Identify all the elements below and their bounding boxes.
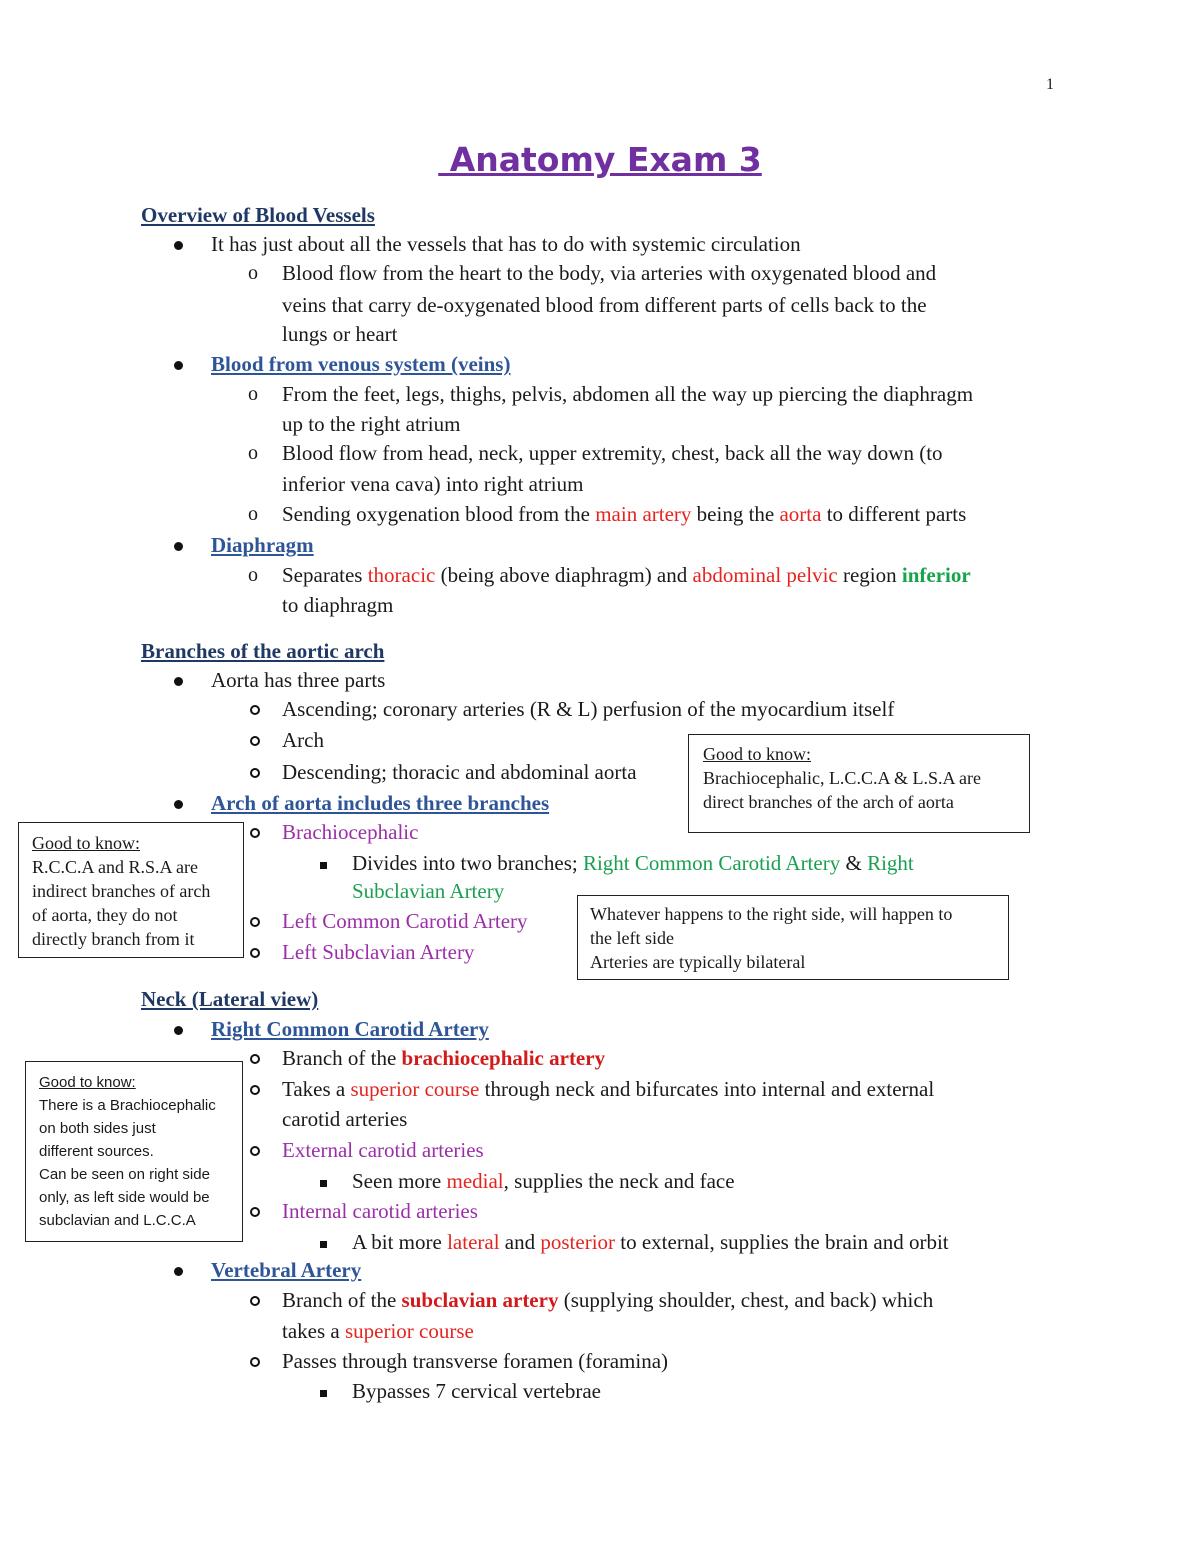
sub-bullet-text: Ascending; coronary arteries (R & L) perfusion of the myocardium itself (282, 697, 895, 721)
square-bullet-icon (320, 1166, 327, 1196)
callout-line: different sources. (39, 1143, 154, 1160)
callout-line: directly branch from it (32, 929, 195, 949)
subheading-venous-system: Blood from venous system (veins) (211, 352, 511, 376)
square-bullet-icon (320, 1376, 327, 1406)
sub-bullet-text: lungs or heart (282, 322, 398, 346)
section-heading-aortic-arch: Branches of the aortic arch (141, 639, 385, 663)
bullet-text: It has just about all the vessels that has to do with systemic circulation (211, 232, 801, 256)
bullet-icon (174, 530, 183, 560)
circle-bullet-icon: o (248, 383, 258, 405)
sub-bullet-text: From the feet, legs, thighs, pelvis, abdomen all the way up piercing the diaphragm (282, 382, 974, 406)
section-heading-neck: Neck (Lateral view) (141, 987, 319, 1011)
sub-bullet-text: Blood flow from head, neck, upper extremity, chest, back all the way down (to (282, 441, 943, 465)
callout-line: Whatever happens to the right side, will happen to (590, 904, 953, 924)
circle-bullet-icon: o (248, 442, 258, 464)
callout-line: of aorta, they do not (32, 905, 178, 925)
callout-line: indirect branches of arch (32, 881, 211, 901)
sub-sub-bullet-text: Bypasses 7 cervical vertebrae (352, 1379, 601, 1403)
sub-bullet-text: Sending oxygenation blood from the main artery being the aorta to different parts (282, 502, 967, 526)
sub-bullet-text: Passes through transverse foramen (foramina) (282, 1349, 669, 1373)
callout-line: Brachiocephalic, L.C.C.A & L.S.A are (703, 768, 981, 788)
bullet-icon (174, 788, 183, 818)
callout-line: direct branches of the arch of aorta (703, 792, 954, 812)
ring-bullet-icon (250, 1196, 260, 1226)
callout-title: Good to know: (703, 744, 811, 764)
bullet-icon (174, 1255, 183, 1285)
ring-bullet-icon (250, 757, 260, 787)
sub-bullet-text: Left Common Carotid Artery (282, 909, 528, 933)
circle-bullet-icon: o (248, 564, 258, 586)
callout-good-to-know-direct-branches (688, 734, 1030, 833)
circle-bullet-icon: o (248, 503, 258, 525)
circle-bullet-icon: o (248, 262, 258, 284)
subheading-rcca: Right Common Carotid Artery (211, 1017, 489, 1041)
sub-sub-bullet-text: Divides into two branches; Right Common Carotid Artery & Right (352, 851, 914, 875)
sub-sub-bullet-text: A bit more lateral and posterior to external, supplies the brain and orbit (352, 1230, 949, 1254)
sub-bullet-text: Branch of the brachiocephalic artery (282, 1046, 606, 1070)
bullet-icon (174, 1014, 183, 1044)
callout-line: R.C.C.A and R.S.A are (32, 857, 199, 877)
ring-bullet-icon (250, 906, 260, 936)
sub-bullet-text: Descending; thoracic and abdominal aorta (282, 760, 637, 784)
sub-bullet-text: Arch (282, 728, 324, 752)
sub-bullet-text: to diaphragm (282, 593, 394, 617)
callout-line: Can be seen on right side (39, 1166, 210, 1183)
sub-bullet-text: up to the right atrium (282, 412, 461, 436)
callout-line: on both sides just (39, 1120, 156, 1137)
callout-line: subclavian and L.C.C.A (39, 1212, 196, 1229)
square-bullet-icon (320, 1227, 327, 1257)
callout-good-to-know-indirect-branches (18, 822, 244, 958)
sub-bullet-text: Separates thoracic (being above diaphragm) and abdominal pelvic region inferior (282, 563, 971, 587)
callout-line: Arteries are typically bilateral (590, 952, 806, 972)
ring-bullet-icon (250, 1346, 260, 1376)
callout-title: Good to know: (32, 833, 140, 853)
ring-bullet-icon (250, 694, 260, 724)
ring-bullet-icon (250, 1135, 260, 1165)
sub-bullet-text: External carotid arteries (282, 1138, 484, 1162)
bullet-icon (174, 665, 183, 695)
ring-bullet-icon (250, 1285, 260, 1315)
page-title: Anatomy Exam 3 (438, 140, 762, 179)
sub-bullet-text: Branch of the subclavian artery (supplying shoulder, chest, and back) which (282, 1288, 934, 1312)
ring-bullet-icon (250, 817, 260, 847)
section-heading-overview: Overview of Blood Vessels (141, 203, 375, 227)
sub-bullet-text: carotid arteries (282, 1107, 408, 1131)
callout-title: Good to know: (39, 1074, 136, 1091)
sub-bullet-text: Left Subclavian Artery (282, 940, 475, 964)
ring-bullet-icon (250, 1074, 260, 1104)
subheading-arch-branches: Arch of aorta includes three branches (211, 791, 550, 815)
sub-bullet-text: takes a superior course (282, 1319, 474, 1343)
sub-bullet-text: veins that carry de-oxygenated blood from different parts of cells back to the (282, 293, 927, 317)
callout-line: only, as left side would be (39, 1189, 210, 1206)
subheading-diaphragm: Diaphragm (211, 533, 314, 557)
subheading-vertebral-artery: Vertebral Artery (211, 1258, 362, 1282)
bullet-icon (174, 229, 183, 259)
sub-bullet-text: Internal carotid arteries (282, 1199, 478, 1223)
ring-bullet-icon (250, 725, 260, 755)
sub-bullet-text: Takes a superior course through neck and bifurcates into internal and external (282, 1077, 935, 1101)
callout-good-to-know-brachiocephalic (25, 1061, 243, 1242)
callout-bilateral-note (577, 895, 1009, 980)
ring-bullet-icon (250, 1043, 260, 1073)
sub-sub-bullet-text: Subclavian Artery (352, 879, 505, 903)
bullet-text: Aorta has three parts (211, 668, 386, 692)
callout-line: the left side (590, 928, 674, 948)
sub-bullet-text: inferior vena cava) into right atrium (282, 472, 584, 496)
bullet-icon (174, 349, 183, 379)
sub-bullet-text: Brachiocephalic (282, 820, 419, 844)
callout-line: There is a Brachiocephalic (39, 1097, 216, 1114)
sub-sub-bullet-text: Seen more medial, supplies the neck and face (352, 1169, 735, 1193)
ring-bullet-icon (250, 937, 260, 967)
sub-bullet-text: Blood flow from the heart to the body, via arteries with oxygenated blood and (282, 261, 937, 285)
page-number: 1 (1046, 76, 1054, 93)
square-bullet-icon (320, 848, 327, 878)
